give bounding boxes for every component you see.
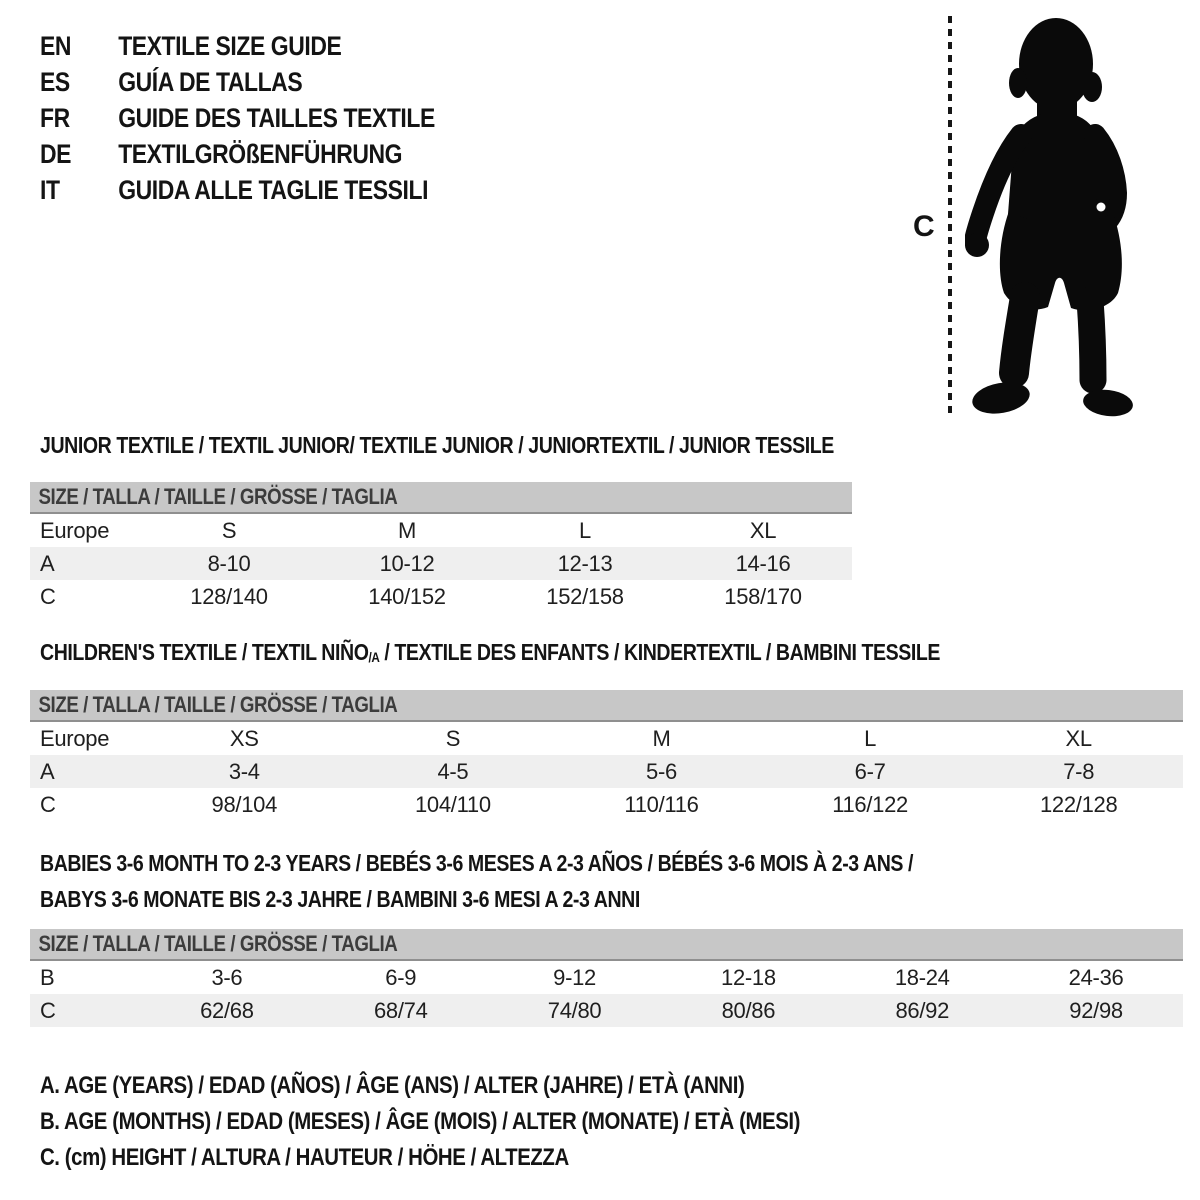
legend-b-age-months: B. AGE (MONTHS) / EDAD (MESES) / ÂGE (MOIS) / ALTER (MONATE) / ETÀ (MESI) <box>40 1108 801 1135</box>
height-cell: 104/110 <box>414 791 491 817</box>
size-cell: M <box>652 725 671 751</box>
size-cell: S <box>221 517 237 543</box>
size-header-label: SIZE / TALLA / TAILLE / GRÖSSE / TAGLIA <box>38 692 398 717</box>
height-cell: 140/152 <box>368 583 446 609</box>
legend-a-age-years: A. AGE (YEARS) / EDAD (AÑOS) / ÂGE (ANS) / ALTER (JAHRE) / ETÀ (ANNI) <box>40 1072 745 1099</box>
row-label: C <box>40 791 56 817</box>
height-cell: 68/74 <box>373 997 428 1023</box>
children-size-table <box>30 690 1183 821</box>
babies-title-line-1: BABIES 3-6 MONTH TO 2-3 YEARS / BEBÉS 3-6 MESES A 2-3 AÑOS / BÉBÉS 3-6 MOIS À 2-3 ANS / <box>40 850 914 876</box>
babies-size-header-bar <box>30 929 1183 961</box>
language-code: ES <box>40 66 70 97</box>
size-header-label: SIZE / TALLA / TAILLE / GRÖSSE / TAGLIA <box>38 484 398 509</box>
babies-section-title <box>40 845 1067 917</box>
size-cell: XS <box>229 725 259 751</box>
language-row-de <box>40 136 435 172</box>
row-label: B <box>40 964 55 990</box>
row-label: A <box>40 550 55 576</box>
table-row-age-years <box>30 755 1183 788</box>
size-header-label: SIZE / TALLA / TAILLE / GRÖSSE / TAGLIA <box>38 931 398 956</box>
age-cell: 12-18 <box>721 964 776 990</box>
legend-c-height-cm: C. (cm) HEIGHT / ALTURA / HAUTEUR / HÖHE / ALTEZZA <box>40 1144 569 1171</box>
row-label: C <box>40 583 56 609</box>
language-code: FR <box>40 102 70 133</box>
size-cell: L <box>579 517 591 543</box>
language-row-es <box>40 64 435 100</box>
guide-title-fr: GUIDE DES TAILLES TEXTILE <box>118 102 435 133</box>
nino-a-subscript: /A <box>368 650 380 666</box>
height-cell: 62/68 <box>200 997 254 1023</box>
language-code: IT <box>40 174 60 205</box>
guide-title-es: GUÍA DE TALLAS <box>118 66 303 97</box>
language-row-en <box>40 28 435 64</box>
height-cell: 80/86 <box>721 997 776 1023</box>
guide-title-en: TEXTILE SIZE GUIDE <box>118 30 342 61</box>
size-cell: S <box>445 725 461 751</box>
age-cell: 3-6 <box>211 964 243 990</box>
guide-title-de: TEXTILGRÖßENFÜHRUNG <box>118 138 403 169</box>
table-row-height-cm <box>30 994 1183 1027</box>
table-row-height-cm <box>30 788 1183 821</box>
toddler-silhouette <box>965 15 1143 420</box>
age-cell: 7-8 <box>1063 758 1095 784</box>
size-cell: L <box>864 725 877 751</box>
row-label: Europe <box>40 725 110 751</box>
legend <box>40 1068 934 1176</box>
age-cell: 18-24 <box>894 964 950 990</box>
height-measure-dotted-line <box>948 16 952 416</box>
table-row-europe <box>30 722 1183 755</box>
height-cell: 128/140 <box>190 583 268 609</box>
table-row-age-years <box>30 547 852 580</box>
age-cell: 9-12 <box>553 964 596 990</box>
language-title-list <box>40 28 505 208</box>
table-row-height-cm <box>30 580 852 613</box>
babies-size-table <box>30 929 1183 1027</box>
table-row-age-months <box>30 961 1183 994</box>
children-size-header-bar <box>30 690 1183 722</box>
babies-title-line-2: BABYS 3-6 MONATE BIS 2-3 JAHRE / BAMBINI 3-6 MESI A 2-3 ANNI <box>40 886 640 912</box>
junior-size-table <box>30 482 852 613</box>
table-row-europe <box>30 514 852 547</box>
height-cell: 116/122 <box>832 791 908 817</box>
language-row-fr <box>40 100 435 136</box>
size-cell: XL <box>749 517 777 543</box>
age-cell: 12-13 <box>557 550 613 576</box>
row-label: A <box>40 758 55 784</box>
height-cell: 92/98 <box>1069 997 1123 1023</box>
height-cell: 158/170 <box>724 583 802 609</box>
language-code: DE <box>40 138 72 169</box>
age-cell: 3-4 <box>228 758 260 784</box>
row-label: Europe <box>40 517 110 543</box>
age-cell: 6-9 <box>385 964 417 990</box>
height-cell: 110/116 <box>624 791 699 817</box>
age-cell: 24-36 <box>1068 964 1124 990</box>
height-cell: 122/128 <box>1039 791 1118 817</box>
age-cell: 10-12 <box>379 550 435 576</box>
height-cell: 74/80 <box>547 997 602 1023</box>
age-cell: 4-5 <box>437 758 469 784</box>
height-cell: 86/92 <box>895 997 950 1023</box>
language-code: EN <box>40 30 72 61</box>
age-cell: 5-6 <box>646 758 677 784</box>
language-row-it <box>40 172 435 208</box>
age-cell: 6-7 <box>854 758 886 784</box>
height-cell: 98/104 <box>211 791 278 817</box>
age-cell: 14-16 <box>735 550 791 576</box>
age-cell: 8-10 <box>207 550 251 576</box>
height-cell: 152/158 <box>546 583 624 609</box>
junior-size-header-bar <box>30 482 852 514</box>
row-label: C <box>40 997 56 1023</box>
guide-title-it: GUIDA ALLE TAGLIE TESSILI <box>118 174 429 205</box>
size-cell: XL <box>1065 725 1092 751</box>
junior-section-title: JUNIOR TEXTILE / TEXTIL JUNIOR/ TEXTILE JUNIOR / JUNIORTEXTIL / JUNIOR TESSILE <box>40 432 834 458</box>
children-section-title: CHILDREN'S TEXTILE / TEXTIL NIÑO/A / TEXTILE DES ENFANTS / KINDERTEXTIL / BAMBINI TESSILE <box>40 639 941 666</box>
height-measure-label: C <box>913 210 935 243</box>
size-cell: M <box>397 517 417 543</box>
